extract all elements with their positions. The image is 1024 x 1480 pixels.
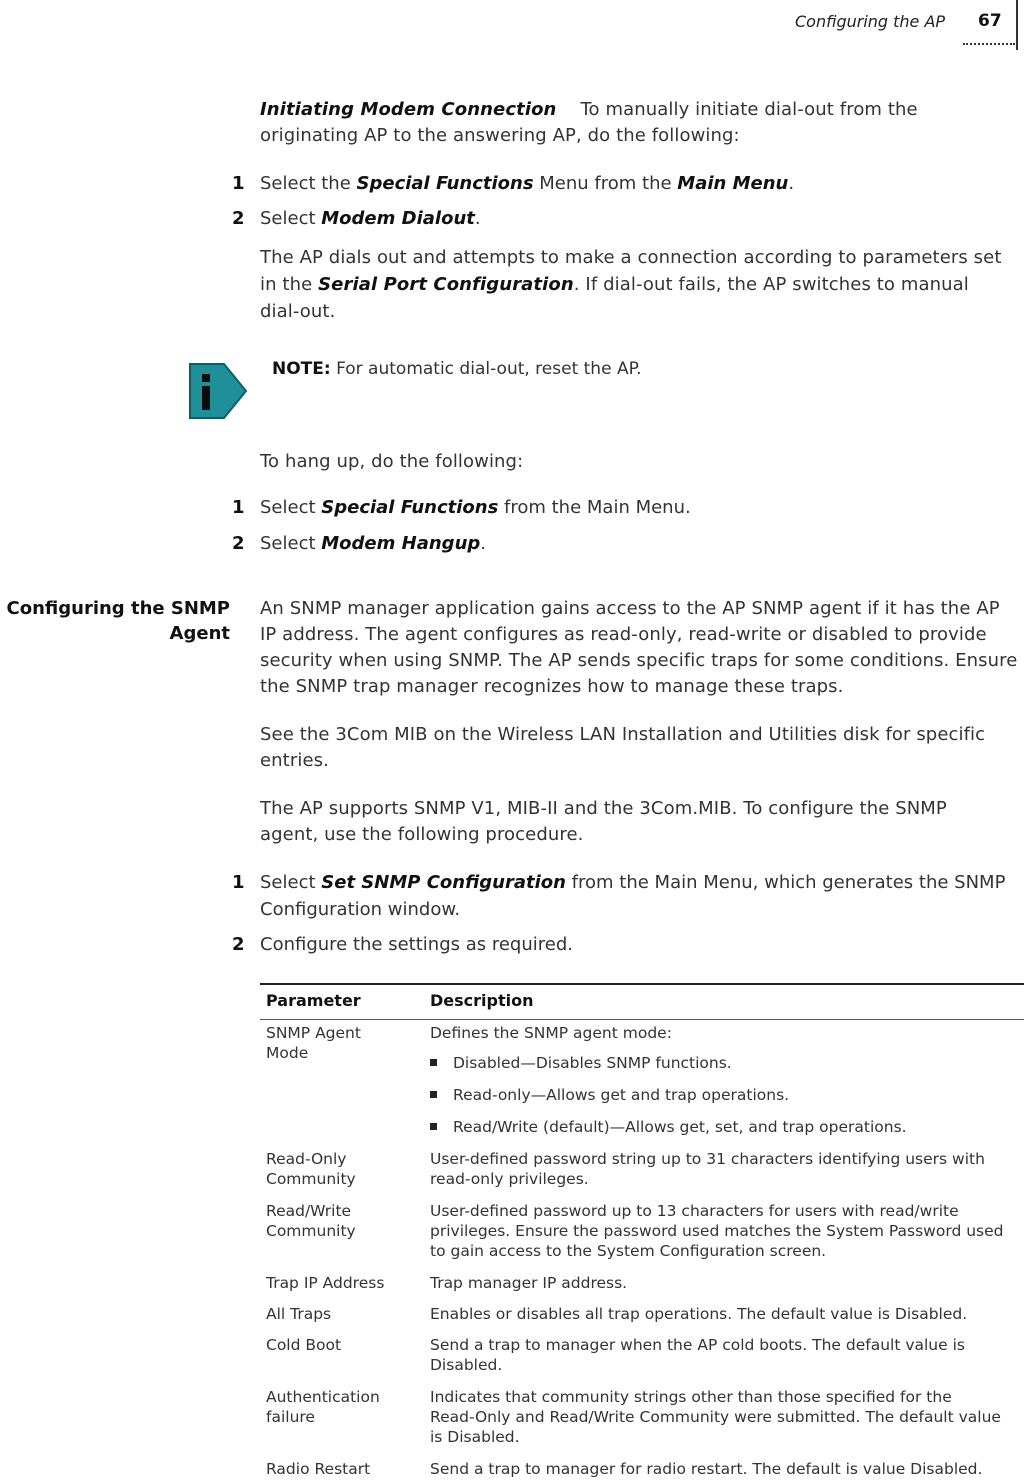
snmp-para-3-line-2: agent, use the following procedure. [260,824,584,845]
list-item [430,1054,732,1072]
parameter-line: SNMP Agent [266,1024,361,1042]
parameter-cell: Trap IP Address [266,1274,385,1292]
hangup-step-2-item: Modem Hangup [321,533,481,554]
modem-intro-line-2: originating AP to the answering AP, do the following: [260,125,740,146]
hangup-step-2-pre: Select [260,533,322,554]
parameter-line: Community [266,1222,356,1240]
hangup-step-1 [260,497,691,518]
section-heading-line-2: Agent [169,623,230,644]
description-line: Send a trap to manager when the AP cold boots. The default value is [430,1336,965,1354]
snmp-step-1-post: from the Main Menu, which generates the SNMP [565,872,1006,893]
header-dots [963,43,1015,45]
hangup-step-1-menu: Special Functions [321,497,499,518]
snmp-step-1-pre: Select [260,872,322,893]
list-item [430,1118,907,1136]
modem-step-2-pre: Select [260,208,322,229]
note-text: For automatic dial-out, reset the AP. [330,359,642,379]
snmp-step-1-menu: Set SNMP Configuration [321,872,566,893]
hangup-step-1-number: 1 [232,497,245,518]
snmp-step-2-number: 2 [232,934,245,955]
page-number: 67 [978,11,1002,31]
description-cell: Defines the SNMP agent mode: [430,1024,672,1042]
modem-step-1-main-menu: Main Menu [677,173,789,194]
description-line: privileges. Ensure the password used matches the System Password used [430,1222,1004,1240]
parameter-line: Mode [266,1044,309,1062]
parameter-cell [266,1149,416,1189]
modem-result-line-1: The AP dials out and attempts to make a connection according to parameters set [260,247,1002,268]
modem-step-1-mid: Menu from the [533,173,678,194]
modem-step-1-menu: Special Functions [356,173,534,194]
snmp-para-2-line-2: entries. [260,750,329,771]
description-line: Indicates that community strings other than those specified for the [430,1388,952,1406]
description-line: is Disabled. [430,1428,520,1446]
modem-intro-text-1: To manually initiate dial-out from the [580,99,918,120]
description-cell: Trap manager IP address. [430,1274,628,1292]
table-header-rule [260,1019,1024,1020]
section-heading-snmp [0,596,230,646]
list-item [430,1086,789,1104]
table-top-rule [260,983,1024,985]
description-cell [430,1149,1020,1189]
modem-step-2-post: . [474,208,481,229]
modem-intro-line-1 [260,97,918,123]
parameter-line: Authentication [266,1388,380,1406]
column-header-description: Description [430,991,534,1010]
parameter-cell [266,1023,416,1063]
table-header [260,991,1024,1017]
snmp-para-2-line-1: See the 3Com MIB on the Wireless LAN Installation and Utilities disk for specific [260,724,986,745]
snmp-para-3-line-1: The AP supports SNMP V1, MIB-II and the 3Com.MIB. To configure the SNMP [260,798,947,819]
list-item-text: Read-only—Allows get and trap operations. [453,1086,790,1104]
parameter-cell: Radio Restart [266,1460,371,1478]
snmp-para-1-line-2: IP address. The agent configures as read-only, read-write or disabled to provide [260,624,987,645]
modem-result-post: . If dial-out fails, the AP switches to manual [573,274,969,295]
description-cell: Enables or disables all trap operations. The default value is Disabled. [430,1305,968,1323]
modem-result-line-2 [260,272,969,298]
running-head: Configuring the AP [795,12,946,31]
snmp-para-1-line-1: An SNMP manager application gains access to the AP SNMP agent if it has the AP [260,598,1000,619]
description-cell [430,1201,1020,1261]
column-header-parameter: Parameter [266,991,361,1010]
snmp-step-1-line-2: Configuration window. [260,899,461,920]
modem-step-2 [260,208,481,229]
description-cell [430,1387,1020,1447]
snmp-step-1-number: 1 [232,872,245,893]
parameter-cell [266,1201,416,1241]
hangup-step-1-pre: Select [260,497,322,518]
parameter-line: Read-Only [266,1150,347,1168]
modem-result-menu: Serial Port Configuration [318,274,574,295]
modem-step-2-item: Modem Dialout [321,208,475,229]
parameter-line: Community [266,1170,356,1188]
hangup-step-2-number: 2 [232,533,245,554]
description-line: User-defined password string up to 31 characters identifying users with [430,1150,985,1168]
description-cell [430,1335,1020,1375]
description-line: User-defined password up to 13 characters for users with read/write [430,1202,959,1220]
list-item-text: Read/Write (default)—Allows get, set, and trap operations. [453,1118,907,1136]
info-icon [188,362,248,420]
list-item-text: Disabled—Disables SNMP functions. [453,1054,732,1072]
modem-step-1-post: . [788,173,795,194]
parameter-cell: Cold Boot [266,1336,342,1354]
hangup-step-2 [260,533,486,554]
modem-run-in-heading: Initiating Modem Connection [260,99,557,120]
note-label: NOTE: [272,359,331,379]
modem-result-line-3: dial-out. [260,301,336,322]
note [272,359,642,379]
parameter-line: failure [266,1408,315,1426]
snmp-step-1 [260,872,1005,893]
modem-step-1-number: 1 [232,173,245,194]
hangup-step-2-post: . [480,533,487,554]
parameter-line: Read/Write [266,1202,352,1220]
hangup-step-1-post: from the Main Menu. [498,497,691,518]
description-line: read-only privileges. [430,1170,589,1188]
snmp-para-1-line-3: security when using SNMP. The AP sends specific traps for some conditions. Ensure [260,650,1018,671]
modem-step-1 [260,173,794,194]
description-cell: Send a trap to manager for radio restart. The default is value Disabled. [430,1460,983,1478]
modem-step-1-pre: Select the [260,173,357,194]
section-heading-line-1: Configuring the SNMP [6,598,230,619]
description-line: to gain access to the System Configuration screen. [430,1242,827,1260]
header-rule [1016,0,1018,50]
hangup-intro: To hang up, do the following: [260,451,524,472]
description-line: Read-Only and Read/Write Community were submitted. The default value [430,1408,1001,1426]
snmp-step-2: Configure the settings as required. [260,934,573,955]
parameter-cell: All Traps [266,1305,332,1323]
description-line: Disabled. [430,1356,503,1374]
parameter-cell [266,1387,416,1427]
modem-step-2-number: 2 [232,208,245,229]
snmp-para-1-line-4: the SNMP trap manager recognizes how to manage these traps. [260,676,844,697]
modem-result-pre: in the [260,274,319,295]
